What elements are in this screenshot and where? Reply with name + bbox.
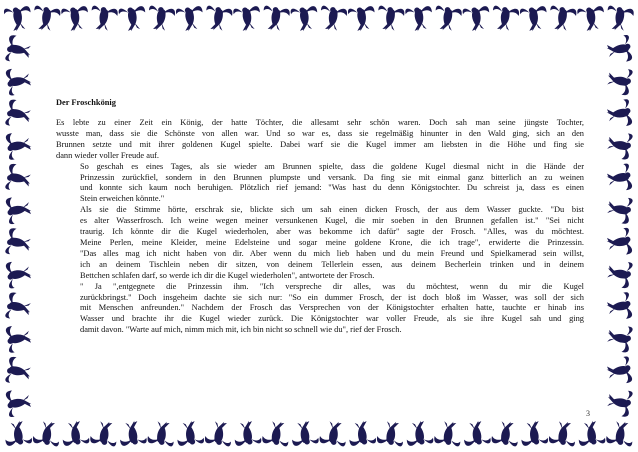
swallow-icon	[4, 5, 33, 32]
swallow-icon	[433, 5, 462, 32]
swallow-icon	[318, 5, 347, 32]
swallow-icon	[147, 419, 176, 446]
swallow-icon	[5, 99, 33, 129]
swallow-icon	[405, 5, 434, 32]
text-line: " Ja ",entgegnete die Prinzessin ihm. "Ich verspreche dir alles, was du möchtest, wenn du mir die Kugel	[80, 281, 584, 291]
text-line: traurig. Ich könnte dir die Kugel wiederholen, aber was bekomme ich dafür" sagte der Frosch. "Alles, was du möchtest.	[80, 227, 584, 237]
text-line: So geschah es eines Tages, als sie wieder am Brunnen spielte, dass die goldene Kugel diesmal nicht in die Hände der	[80, 161, 584, 171]
swallow-icon	[548, 419, 577, 446]
swallow-icon	[605, 387, 633, 417]
swallow-icon	[5, 292, 33, 322]
paragraph	[56, 118, 584, 162]
swallow-icon	[5, 356, 33, 386]
text-line: Bettchen schlafen darf, so werde ich dir die Kugel wiederholen", antwortete der Frosch.	[80, 270, 375, 280]
swallow-icon	[462, 5, 491, 32]
swallow-icon	[290, 5, 319, 32]
swallow-icon	[462, 419, 491, 446]
swallow-icon	[576, 419, 605, 446]
swallow-icon	[376, 5, 405, 32]
swallow-icon	[32, 419, 61, 446]
swallow-icon	[5, 387, 33, 417]
swallow-icon	[404, 419, 433, 446]
swallow-icon	[5, 163, 33, 193]
swallow-icon	[605, 130, 633, 160]
swallow-icon	[5, 259, 33, 289]
swallow-icon	[262, 419, 291, 446]
text-line: dann wieder voller Freude auf.	[56, 150, 160, 160]
swallow-icon	[5, 34, 33, 64]
swallow-icon	[605, 34, 633, 64]
swallow-icon	[118, 419, 147, 446]
text-line: Brunnen setzte und mit ihrer goldenen Kugel spielte. Dabei warf sie die Kugel immer am liebsten in die Höhe und fing sie	[56, 139, 584, 149]
swallow-icon	[3, 419, 32, 446]
swallow-icon	[605, 99, 633, 129]
swallow-icon	[204, 5, 233, 32]
paragraph-list	[56, 118, 584, 336]
swallow-icon	[605, 195, 633, 225]
swallow-icon	[175, 419, 204, 446]
swallow-icon	[290, 419, 319, 446]
text-line: es alter Wasserfrosch. Ich weine wegen meiner versunkenen Kugel, die mir soeben in den Brunnen gefallen ist." "Sei nicht	[80, 216, 584, 226]
document-body	[56, 54, 584, 336]
swallow-icon	[605, 227, 633, 257]
swallow-icon	[319, 419, 348, 446]
swallow-icon	[605, 5, 634, 32]
swallow-icon	[60, 419, 89, 446]
paragraph	[56, 282, 584, 337]
swallow-icon	[605, 66, 633, 96]
swallow-icon	[118, 5, 147, 32]
text-line: Als sie die Stimme hörte, erschrak sie, blickte sich um sah einen dicken Frosch, der aus dem Wasser guckte. "Du bist	[80, 205, 584, 215]
swallow-icon	[520, 5, 549, 32]
swallow-icon	[605, 163, 633, 193]
text-line: zurückbringst." Doch insgeheim dachte sie sich nur: "So ein dummer Frosch, der ist doch bloß im Wasser, was soll der sich	[80, 292, 584, 302]
swallow-icon	[32, 5, 61, 32]
text-line: Prinzessin zurückfiel, sondern in den Brunnen plumpste und versank. Da fing sie mit einmal ganz bitterlich an zu weinen	[80, 172, 584, 182]
swallow-icon	[5, 66, 33, 96]
paragraph	[56, 205, 584, 281]
swallow-icon	[605, 259, 633, 289]
swallow-icon	[519, 419, 548, 446]
text-line: Stein erweichen könnte."	[80, 194, 165, 204]
swallow-icon	[204, 419, 233, 446]
text-line: "Das alles mag ich nicht haben von dir. Aber wenn du mich lieb haben und du mein Freund und Spielkamerad sein willst,	[80, 248, 584, 258]
swallow-icon	[261, 5, 290, 32]
swallow-icon	[89, 5, 118, 32]
page-number: 3	[586, 409, 590, 418]
swallow-icon	[577, 5, 606, 32]
swallow-icon	[605, 356, 633, 386]
text-line: mit Menschen anfreunden." Nachdem der Frosch das Versprechen von der Königstochter erhalten hatte, tauchte er hinab ins	[80, 303, 584, 313]
swallow-icon	[491, 419, 520, 446]
swallow-icon	[5, 130, 33, 160]
swallow-icon	[606, 419, 635, 446]
text-line: Meine Perlen, meine Kleider, meine Edelsteine und sogar meine goldene Krone, die ich trage", erwiderte die Prinzessin.	[80, 237, 584, 247]
text-line: Es lebte zu einer Zeit ein König, der hatte Töchter, die allesamt sehr schön waren. Doch sah man seine jüngste Tochter,	[56, 118, 584, 127]
swallow-icon	[232, 419, 261, 446]
swallow-icon	[146, 5, 175, 32]
swallow-icon	[490, 5, 519, 32]
text-line: ich an deinem Tischlein neben dir sitzen, von deinem Tellerlein essen, aus deinem Becherlein trinken und in deinem	[80, 259, 584, 269]
swallow-icon	[548, 5, 577, 32]
swallow-icon	[61, 5, 90, 32]
paragraph	[56, 162, 584, 206]
text-line: damit davon. "Warte auf mich, nimm mich mit, ich bin nicht so schnell wie du", rief der Frosch.	[80, 325, 402, 335]
swallow-icon	[176, 5, 205, 32]
text-line: wusste man, dass sie die Schönste von allen war. Und so war es, dass sie regelmäßig hinunter in den Wald ging, sich an den	[56, 128, 584, 138]
swallow-icon	[5, 227, 33, 257]
swallow-icon	[434, 419, 463, 446]
swallow-icon	[5, 323, 33, 353]
swallow-icon	[90, 419, 119, 446]
swallow-icon	[605, 323, 633, 353]
text-line: Wasser und brachte ihr die Kugel wieder zurück. Die Königstochter war voller Freude, als sie ihre Kugel sah und ging	[80, 314, 584, 324]
swallow-icon	[233, 5, 262, 32]
swallow-icon	[348, 5, 377, 32]
swallow-icon	[376, 419, 405, 446]
swallow-icon	[5, 195, 33, 225]
text-line: und konnte sich kaum noch beruhigen. Plötzlich rief jemand: "Was hast du denn Königstochter. Du schreist ja, dass es einen	[80, 183, 584, 193]
swallow-icon	[605, 292, 633, 322]
swallow-icon	[347, 419, 376, 446]
document-title: Der Froschkönig	[56, 98, 116, 107]
